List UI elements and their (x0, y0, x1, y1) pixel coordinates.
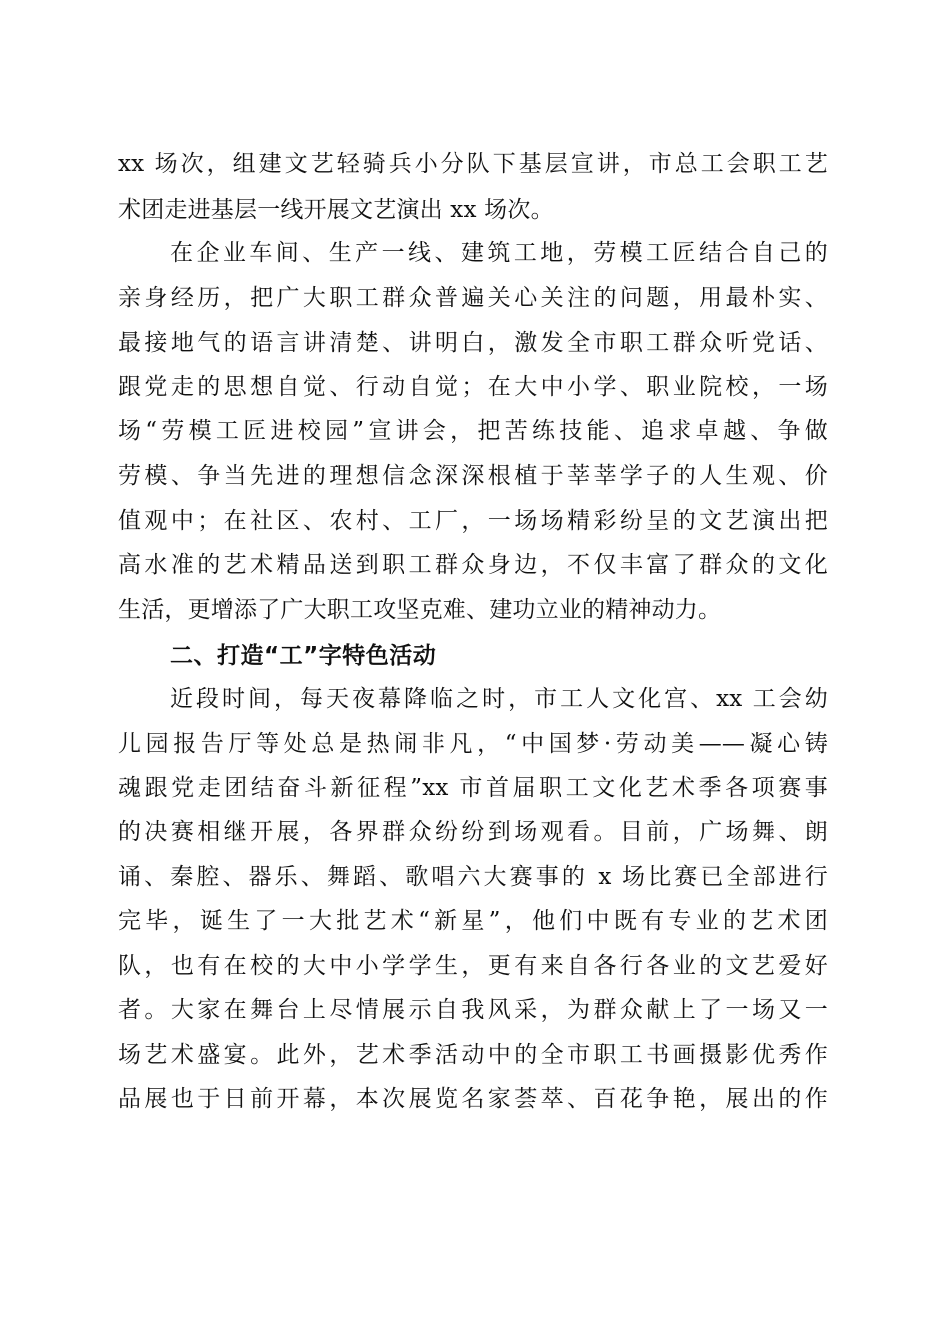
paragraph-3-line-6: 完毕，诞生了一大批艺术“新星”，他们中既有专业的艺术团 (118, 908, 828, 934)
paragraph-2-line-6: 劳模、争当先进的理想信念深深根植于莘莘学子的人生观、价 (118, 463, 828, 489)
paragraph-3-line-4: 的决赛相继开展，各界群众纷纷到场观看。目前，广场舞、朗 (118, 819, 828, 845)
paragraph-1-line-1: xx 场次，组建文艺轻骑兵小分队下基层宣讲，市总工会职工艺 (118, 151, 828, 177)
paragraph-2-line-8: 高水准的艺术精品送到职工群众身边，不仅丰富了群众的文化 (118, 552, 828, 578)
paragraph-1-line-2: 术团走进基层一线开展文艺演出 xx 场次。 (118, 197, 554, 223)
paragraph-3-line-10: 品展也于日前开幕，本次展览名家荟萃、百花争艳，展出的作 (118, 1086, 828, 1112)
paragraph-3-line-1: 近段时间，每天夜幕降临之时，市工人文化宫、xx 工会幼 (170, 686, 828, 712)
paragraph-2-line-2: 亲身经历，把广大职工群众普遍关心关注的问题，用最朴实、 (118, 285, 828, 311)
paragraph-2-line-7: 值观中；在社区、农村、工厂，一场场精彩纷呈的文艺演出把 (118, 508, 828, 534)
paragraph-2-line-3: 最接地气的语言讲清楚、讲明白，激发全市职工群众听党话、 (118, 330, 828, 356)
paragraph-2-line-1: 在企业车间、生产一线、建筑工地，劳模工匠结合自己的 (170, 240, 828, 266)
paragraph-2-line-5: 场“劳模工匠进校园”宣讲会，把苦练技能、追求卓越、争做 (118, 418, 828, 444)
paragraph-3-line-2: 儿园报告厅等处总是热闹非凡，“中国梦·劳动美——凝心铸 (118, 731, 828, 757)
paragraph-3-line-7: 队，也有在校的大中小学学生，更有来自各行各业的文艺爱好 (118, 953, 828, 979)
paragraph-2-line-9: 生活，更增添了广大职工攻坚克难、建功立业的精神动力。 (118, 597, 722, 623)
paragraph-3-line-9: 场艺术盛宴。此外，艺术季活动中的全市职工书画摄影优秀作 (118, 1042, 828, 1068)
paragraph-3-line-5: 诵、秦腔、器乐、舞蹈、歌唱六大赛事的 x 场比赛已全部进行 (118, 864, 828, 890)
paragraph-3-line-3: 魂跟党走团结奋斗新征程”xx 市首届职工文化艺术季各项赛事 (118, 775, 828, 801)
section-heading: 二、打造“工”字特色活动 (170, 643, 437, 669)
paragraph-3-line-8: 者。大家在舞台上尽情展示自我风采，为群众献上了一场又一 (118, 997, 828, 1023)
paragraph-2-line-4: 跟党走的思想自觉、行动自觉；在大中小学、职业院校，一场 (118, 374, 828, 400)
